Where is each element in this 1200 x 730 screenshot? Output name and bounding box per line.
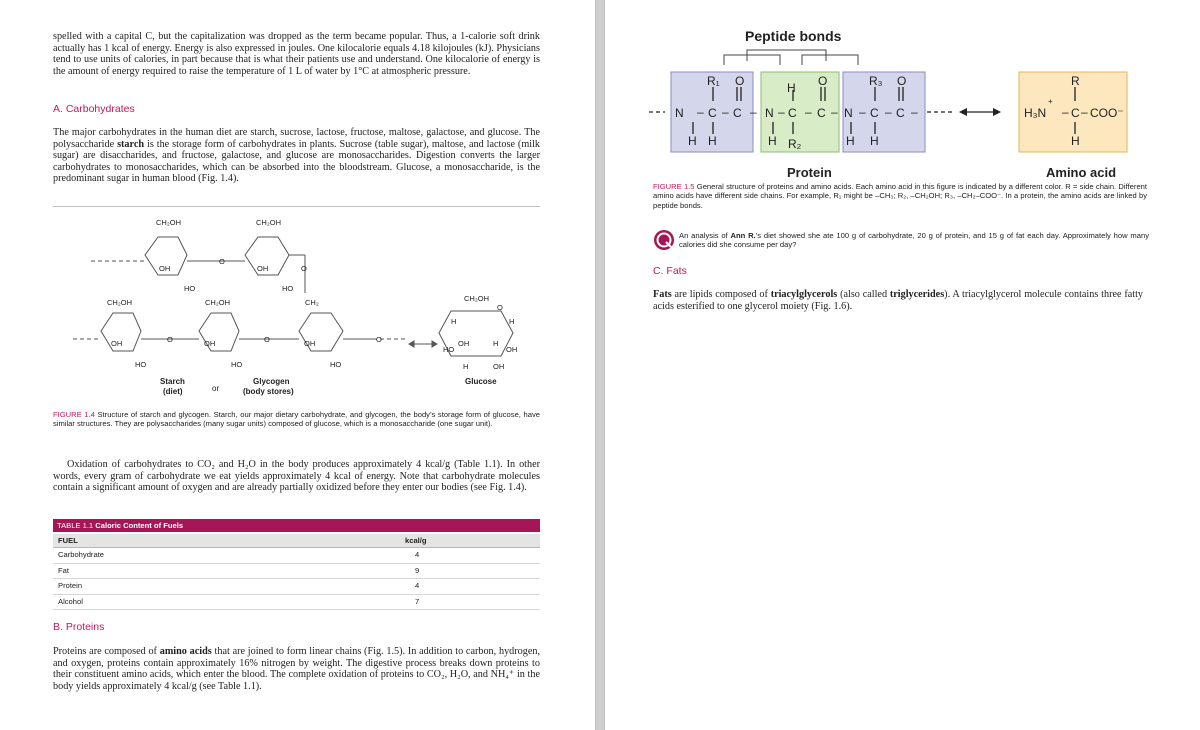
label-peptide-bonds: Peptide bonds xyxy=(745,28,842,44)
label-n-2: N xyxy=(765,106,774,120)
dash-2: – xyxy=(722,105,729,119)
label-coo: COO⁻ xyxy=(1090,106,1124,120)
question-text-1: An analysis of xyxy=(679,231,731,240)
paragraph-energy-text: spelled with a capital C, but the capitalization was dropped as the term became popular. Thus, a 1-calorie soft drink actually has 1 kcal of energy. Energy is also expressed in joules. One kilocalorie equals 4.18 kilojoules (kJ). Physicians tend to use units of calories, in part because that is what their patients use and understand. One kilocalorie of energy is the amount of energy required to raise the temperature of 1 L of water by 1°C at atmospheric pressure. xyxy=(53,31,540,77)
label-h-5: H xyxy=(870,134,879,148)
paragraph-carbohydrates-text-1: The major carbohydrates in the human diet are starch, sucrose, lactose, fructose, maltose, galactose, and glucose. The polysaccharide xyxy=(53,127,540,150)
left-page xyxy=(0,0,595,730)
dash-4: – xyxy=(778,105,785,119)
heading-fats: C. Fats xyxy=(653,265,687,277)
table-cell-fuel: Protein xyxy=(58,581,83,590)
label-o-4: O xyxy=(264,335,270,344)
figure-1-4-diagram xyxy=(53,211,540,407)
paragraph-proteins-text-1: Proteins are composed of xyxy=(53,646,160,657)
label-h-2: H xyxy=(708,134,717,148)
label-n-1: N xyxy=(675,106,684,120)
label-o-1: O xyxy=(735,74,745,88)
label-r2: R₂ xyxy=(788,137,802,151)
dash-9: – xyxy=(911,105,918,119)
label-o-3: O xyxy=(897,74,907,88)
label-glucose: Glucose xyxy=(465,377,497,386)
figure-1-5-caption-text: General structure of proteins and amino acids. Each amino acid in this figure is indicated by a different color. R = side chain. Different amino acids have different side chains. For example, R₁ might be –CH₃; R₂, –CH₂OH; R₃, –CH₂–COO⁻. In a protein, the amino acids are linked by peptide bonds. xyxy=(653,182,1147,210)
table-header xyxy=(53,534,540,548)
table-cell-kcal: 7 xyxy=(415,596,420,606)
table-row xyxy=(53,548,540,564)
dash-6: – xyxy=(831,105,838,119)
table-cell-kcal: 9 xyxy=(415,565,420,575)
label-r: R xyxy=(1071,74,1080,88)
label-ch2oh-3: CH₂OH xyxy=(107,298,132,307)
label-h-1: H xyxy=(688,134,697,148)
paragraph-fats-text-2: (also called xyxy=(837,289,890,300)
paragraph-oxidation xyxy=(53,459,540,494)
label-ch2oh-2: CH₂OH xyxy=(256,218,281,227)
table-cell-fuel: Fat xyxy=(58,565,69,575)
label-ch2oh-5: CH₂OH xyxy=(464,294,489,303)
table-row xyxy=(53,579,540,595)
term-fats: Fats xyxy=(653,289,672,300)
paragraph-oxidation-text: Oxidation of carbohydrates to CO₂ and H₂O in the body produces approximately 4 kcal/g (Table 1.1). In other words, every gram of carbohydrate we eat yields approximately 4 kcal of energy. Note that carbohydrate molecules contain a significant amount of oxygen and are already partially oxidized before they enter our bodies (see Fig. 1.4). xyxy=(53,459,540,494)
paragraph-carbohydrates xyxy=(53,127,540,185)
heading-carbohydrates: A. Carbohydrates xyxy=(53,103,135,115)
paragraph-fats-text-1: are lipids composed of xyxy=(671,289,771,300)
label-h-4: H xyxy=(846,134,855,148)
label-h3n: H₃N xyxy=(1024,106,1047,120)
paragraph-fats-text-3: ). A triacylglycerol molecule contains three fatty acids esterified to one glycerol moiety (Fig. 1.6). xyxy=(653,289,1144,312)
dash-5: – xyxy=(805,105,812,119)
term-triacylglycerols: triacylglycerols xyxy=(770,289,838,300)
label-r1: R₁ xyxy=(707,74,720,88)
table-cell-kcal: 4 xyxy=(415,581,420,590)
table-1-1 xyxy=(53,519,540,610)
table-cell-kcal: 4 xyxy=(415,550,420,559)
label-c-1: C xyxy=(708,106,717,120)
label-ho-2: HO xyxy=(282,284,294,293)
paragraph-proteins xyxy=(53,646,540,692)
table-title xyxy=(53,519,540,532)
figure-1-5-diagram xyxy=(605,0,1200,180)
label-ch2oh-1: CH₂OH xyxy=(156,218,181,227)
label-ho-3: HO xyxy=(135,360,147,369)
label-diet: (diet) xyxy=(163,387,183,396)
label-oh-4: OH xyxy=(204,339,216,348)
dash-3: – xyxy=(750,105,757,119)
table-header-fuel: FUEL xyxy=(58,536,78,545)
label-r3: R₃ xyxy=(869,74,883,88)
dash-7: – xyxy=(859,105,866,119)
paragraph-energy xyxy=(53,31,540,77)
page-divider xyxy=(595,0,605,730)
label-starch: Starch xyxy=(160,377,185,386)
label-ho-6: HO xyxy=(443,345,455,354)
figure-1-4-caption xyxy=(53,410,540,429)
label-c-4: C xyxy=(817,106,826,120)
label-oh-6: OH xyxy=(458,339,470,348)
label-oh-1: OH xyxy=(159,264,171,273)
question-text xyxy=(679,231,1149,250)
label-h-4: H xyxy=(463,362,469,371)
label-h-3: H xyxy=(493,339,499,348)
label-ch2-1: CH₂ xyxy=(305,298,319,307)
patient-name: Ann R. xyxy=(730,231,756,240)
term-triglycerides: triglycerides xyxy=(889,289,945,300)
label-o-1: O xyxy=(219,257,225,266)
table-title-text: Caloric Content of Fuels xyxy=(93,521,184,530)
figure-1-4 xyxy=(53,206,540,407)
label-o-3: O xyxy=(167,335,173,344)
table-title-label: TABLE 1.1 xyxy=(57,521,94,530)
label-amino-acid: Amino acid xyxy=(1046,165,1117,180)
label-c-2: C xyxy=(733,106,742,120)
term-amino-acids: amino acids xyxy=(159,646,212,657)
heading-proteins: B. Proteins xyxy=(53,621,105,633)
label-protein: Protein xyxy=(787,165,832,180)
label-o-5: O xyxy=(376,335,382,344)
paragraph-carbohydrates-text-2: is the storage form of carbohydrates in plants. Sucrose (table sugar), maltose, and lactose (milk sugar) are disaccharides, and fructose, galactose, and glucose are monosaccharides. Digestion converts the larger carbohydrates to monosaccharides, which can be absorbed into the bloodstream. Glucose, a monosaccharide, is the predominant sugar in human blood (Fig. 1.4). xyxy=(53,138,540,185)
label-ho-1: HO xyxy=(184,284,196,293)
label-plus: + xyxy=(1048,97,1053,106)
dash-10: – xyxy=(1062,105,1069,119)
label-o-6: O xyxy=(497,303,503,312)
label-oh-3: OH xyxy=(111,339,123,348)
label-h-3: H xyxy=(768,134,777,148)
figure-1-5-label: FIGURE 1.5 xyxy=(653,182,695,191)
label-h-2: H xyxy=(509,317,515,326)
label-h-aa: H xyxy=(1071,134,1080,148)
label-ho-4: HO xyxy=(231,360,243,369)
paragraph-proteins-text-2: that are joined to form linear chains (Fig. 1.5). In addition to carbon, hydrogen, and oxygen, proteins contain approximately 16% nitrogen by weight. The digestive process breaks down proteins to their constituent amino acids, which enter the blood. The complete oxidation of proteins to CO₂, H₂O, and NH₄⁺ in the body yields approximately 4 kcal/g (see Table 1.1). xyxy=(53,646,540,692)
table-cell-fuel: Carbohydrate xyxy=(58,550,105,559)
label-c-3: C xyxy=(788,106,797,120)
table-cell-fuel: Alcohol xyxy=(58,596,83,606)
label-or: or xyxy=(212,384,220,393)
label-c-5: C xyxy=(870,106,879,120)
label-c-aa: C xyxy=(1071,106,1080,120)
question-text-2: ’s diet showed she ate 100 g of carbohydrate, 20 g of protein, and 15 g of fat each day. Approximately how many calories did she consume per day? xyxy=(679,231,1149,250)
label-oh-2: OH xyxy=(257,264,269,273)
label-c-6: C xyxy=(896,106,905,120)
table-header-kcal: kcal/g xyxy=(405,536,427,545)
dash-8: – xyxy=(885,105,892,119)
label-o-2: O xyxy=(818,74,828,88)
label-oh-8: OH xyxy=(493,362,505,371)
label-ho-5: HO xyxy=(330,360,342,369)
label-ch2oh-4: CH₂OH xyxy=(205,298,230,307)
term-starch: starch xyxy=(117,138,145,150)
dash-11: – xyxy=(1081,105,1088,119)
q-icon xyxy=(653,229,675,251)
label-oh-5: OH xyxy=(304,339,316,348)
figure-1-4-caption-text: Structure of starch and glycogen. Starch, our major dietary carbohydrate, and glycogen, the body’s storage form of glucose, have similar structures. They are polysaccharides (many sugar units) composed of glucose, which is a monosaccharide (one sugar unit). xyxy=(53,410,540,429)
figure-1-5-caption xyxy=(653,182,1147,210)
label-h-1: H xyxy=(451,317,457,326)
label-h-top-2: H xyxy=(787,81,796,95)
label-oh-7: OH xyxy=(506,345,518,354)
table-row xyxy=(53,595,540,611)
dash-1: – xyxy=(697,105,704,119)
label-n-3: N xyxy=(844,106,853,120)
figure-1-4-label: FIGURE 1.4 xyxy=(53,410,95,419)
label-body-stores: (body stores) xyxy=(243,387,294,396)
right-page xyxy=(605,0,1200,730)
label-o-2: O xyxy=(301,264,307,273)
table-row xyxy=(53,564,540,580)
label-glycogen: Glycogen xyxy=(253,377,290,386)
paragraph-fats xyxy=(653,289,1143,312)
